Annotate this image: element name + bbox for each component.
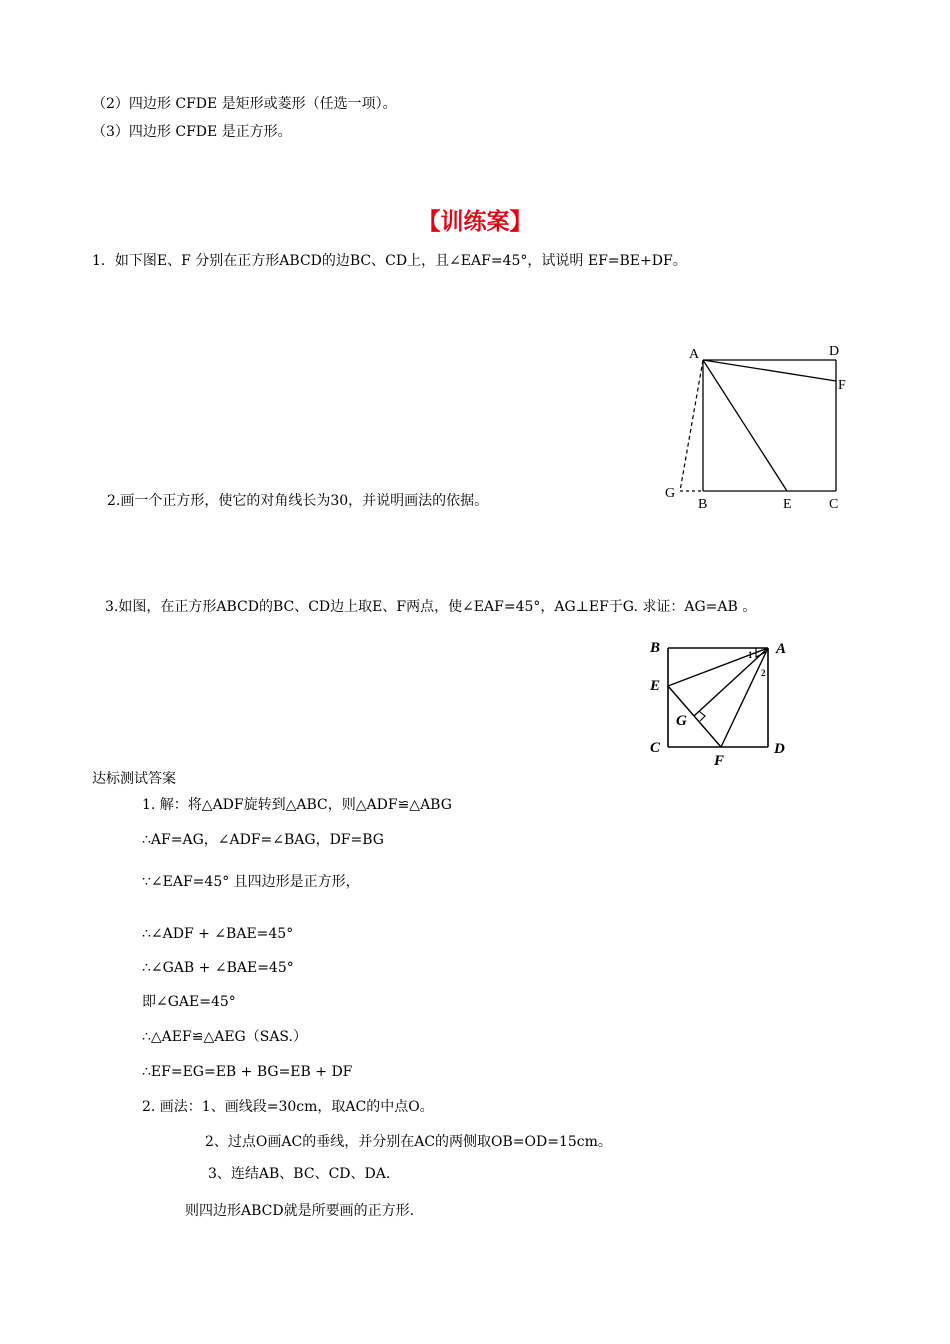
fig2-line-ag [694, 648, 768, 716]
fig2-right-angle-g [699, 711, 705, 721]
answer-1-line-6: 即∠GAE=45° [142, 994, 236, 1010]
answer-2-line-2: 2、过点O画AC的垂线，并分别在AC的两侧取OB=OD=15cm。 [205, 1134, 612, 1150]
figure-1-square [660, 340, 850, 515]
fig2-label-a: A [776, 641, 787, 657]
answer-1-line-3: ∵∠EAF=45° 且四边形是正方形， [142, 874, 360, 890]
answer-2-line-3: 3、连结AB、BC、CD、DA. [208, 1166, 391, 1182]
fig1-label-f: F [838, 378, 846, 393]
figure-2-square [640, 635, 800, 770]
fig1-label-d: D [829, 344, 840, 359]
fig2-label-e: E [650, 678, 661, 694]
intro-line-2: （2）四边形 CFDE 是矩形或菱形（任选一项）。 [92, 96, 397, 112]
fig1-label-c: C [829, 497, 839, 512]
fig1-dashed-ag [680, 360, 703, 491]
answer-1-line-4: ∴∠ADF + ∠BAE=45° [142, 926, 294, 942]
fig1-line-af [703, 360, 836, 381]
answer-1-line-2: ∴AF=AG，∠ADF=∠BAG，DF=BG [142, 832, 384, 848]
problem-3: 3.如图，在正方形ABCD的BC、CD边上取E、F两点，使∠EAF=45°，AG⊥EF于G. 求证：AG=AB 。 [105, 599, 757, 615]
fig1-label-g: G [665, 486, 676, 501]
answer-2-line-4: 则四边形ABCD就是所要画的正方形. [185, 1203, 415, 1219]
section-title: 【训练案】 [417, 209, 533, 235]
fig1-label-b: B [698, 497, 708, 512]
fig2-label-g: G [676, 713, 687, 729]
fig2-label-f: F [714, 753, 725, 769]
problem-2: 2.画一个正方形，使它的对角线长为30，并说明画法的依据。 [107, 493, 489, 509]
answer-2-line-1: 2. 画法：1、画线段=30cm，取AC的中点O。 [142, 1099, 434, 1115]
fig1-line-ae [703, 360, 787, 491]
fig1-label-a: A [689, 347, 700, 362]
fig2-label-d: D [774, 741, 785, 757]
intro-line-3: （3）四边形 CFDE 是正方形。 [92, 124, 292, 140]
problem-1: 1．如下图E、F 分别在正方形ABCD的边BC、CD上，且∠EAF=45°，试说明 EF=BE+DF。 [92, 253, 687, 269]
answer-1-line-7: ∴△AEF≌△AEG（SAS.） [142, 1029, 307, 1045]
fig2-angle-1: 1 [748, 650, 753, 660]
fig2-label-c: C [650, 740, 661, 756]
answer-1-line-5: ∴∠GAB + ∠BAE=45° [142, 960, 294, 976]
answers-heading: 达标测试答案 [92, 771, 176, 787]
answer-1-line-1: 1. 解：将△ADF旋转到△ABC，则△ADF≌△ABG [142, 797, 452, 813]
fig2-label-b: B [650, 640, 661, 656]
fig1-label-e: E [783, 497, 792, 512]
fig2-angle-2: 2 [761, 668, 766, 678]
answer-1-line-8: ∴EF=EG=EB + BG=EB + DF [142, 1064, 353, 1080]
